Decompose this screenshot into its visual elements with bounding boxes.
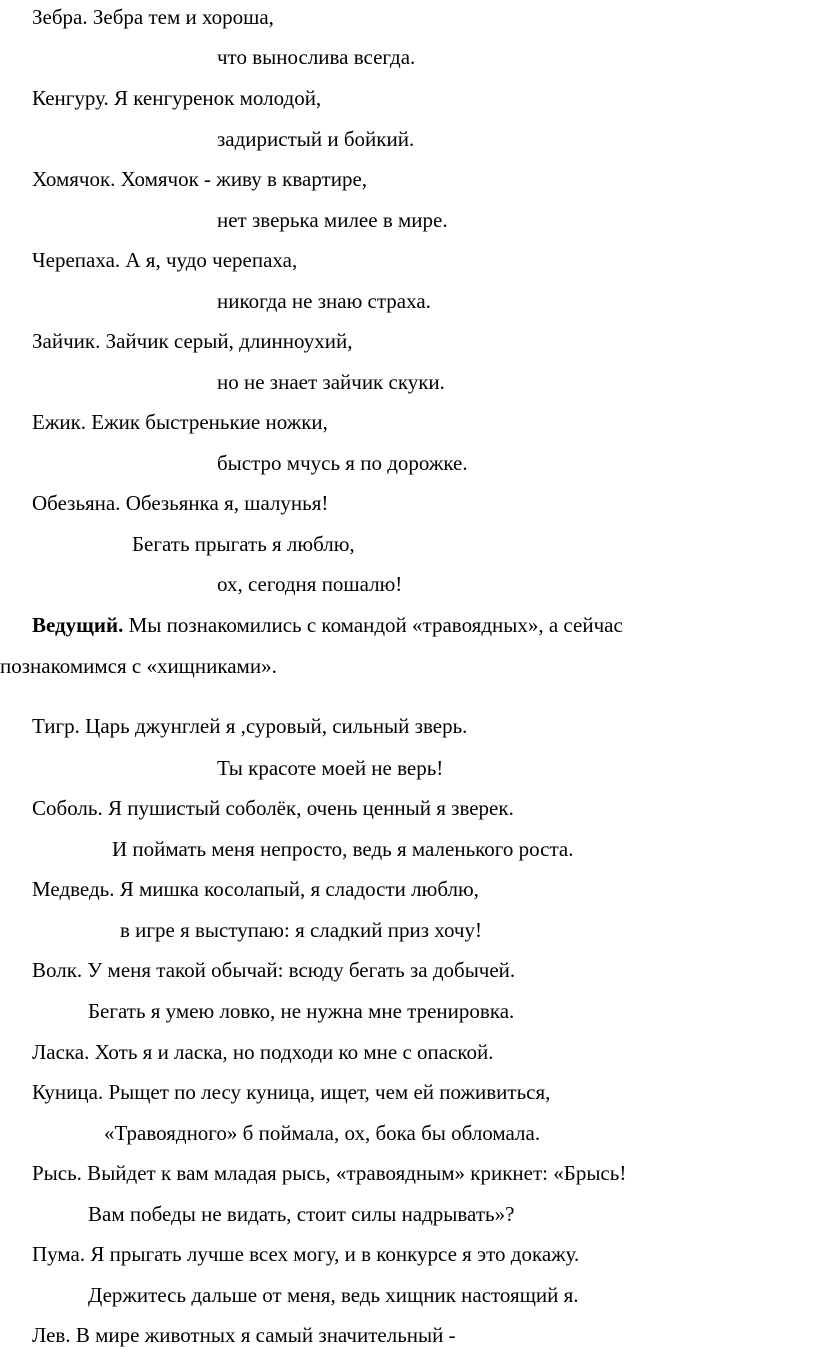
- text-line: быстро мчусь я по дорожке.: [217, 451, 468, 475]
- speaker-label: Ведущий.: [32, 613, 124, 637]
- text-line: но не знает зайчик скуки.: [217, 370, 445, 394]
- text-line: ох, сегодня пошалю!: [217, 572, 403, 596]
- text-line: Зебра. Зебра тем и хороша,: [32, 5, 274, 29]
- text-line: Ласка. Хоть я и ласка, но подходи ко мне с опаской.: [32, 1040, 494, 1064]
- text-line: Ты красоте моей не верь!: [217, 756, 444, 780]
- text-line: Медведь. Я мишка косолапый, я сладости люблю,: [32, 877, 479, 901]
- text-line: Кенгуру. Я кенгуренок молодой,: [32, 86, 322, 110]
- text-line: [32, 612, 623, 638]
- text-line: Лев. В мире животных я самый значительный -: [32, 1323, 456, 1347]
- text-line: Бегать я умею ловко, не нужна мне тренировка.: [88, 999, 515, 1023]
- text-line: Бегать прыгать я люблю,: [132, 532, 355, 556]
- text-line: Куница. Рыщет по лесу куница, ищет, чем ей поживиться,: [32, 1080, 551, 1104]
- text-line: И поймать меня непросто, ведь я маленького роста.: [112, 837, 574, 861]
- text-line: Соболь. Я пушистый соболёк, очень ценный я зверек.: [32, 796, 514, 820]
- text-line: Пума. Я прыгать лучше всех могу, и в конкурсе я это докажу.: [32, 1242, 580, 1266]
- text-line: Вам победы не видать, стоит силы надрывать»?: [88, 1202, 515, 1226]
- text-line: Обезьяна. Обезьянка я, шалунья!: [32, 491, 329, 515]
- text-line: задиристый и бойкий.: [217, 127, 415, 151]
- text-line: в игре я выступаю: я сладкий приз хочу!: [120, 918, 482, 942]
- text-line-body: Мы познакомились с командой «травоядных», а сейчас: [128, 613, 623, 637]
- text-line: Хомячок. Хомячок - живу в квартире,: [32, 167, 368, 191]
- text-line: Рысь. Выйдет к вам младая рысь, «травоядным» крикнет: «Брысь!: [32, 1161, 627, 1185]
- text-line: что вынослива всегда.: [217, 45, 416, 69]
- text-line: познакомимся с «хищниками».: [0, 654, 277, 678]
- text-line: Волк. У меня такой обычай: всюду бегать за добычей.: [32, 958, 516, 982]
- text-line: Зайчик. Зайчик серый, длинноухий,: [32, 329, 353, 353]
- text-line: никогда не знаю страха.: [217, 289, 431, 313]
- text-line: Держитесь дальше от меня, ведь хищник настоящий я.: [88, 1283, 579, 1307]
- text-line: Ежик. Ежик быстренькие ножки,: [32, 410, 328, 434]
- text-line: Черепаха. А я, чудо черепаха,: [32, 248, 298, 272]
- text-line: Тигр. Царь джунглей я ,суровый, сильный зверь.: [32, 714, 468, 738]
- text-line: нет зверька милее в мире.: [217, 208, 448, 232]
- text-line: «Травоядного» б поймала, ох, бока бы обломала.: [104, 1121, 541, 1145]
